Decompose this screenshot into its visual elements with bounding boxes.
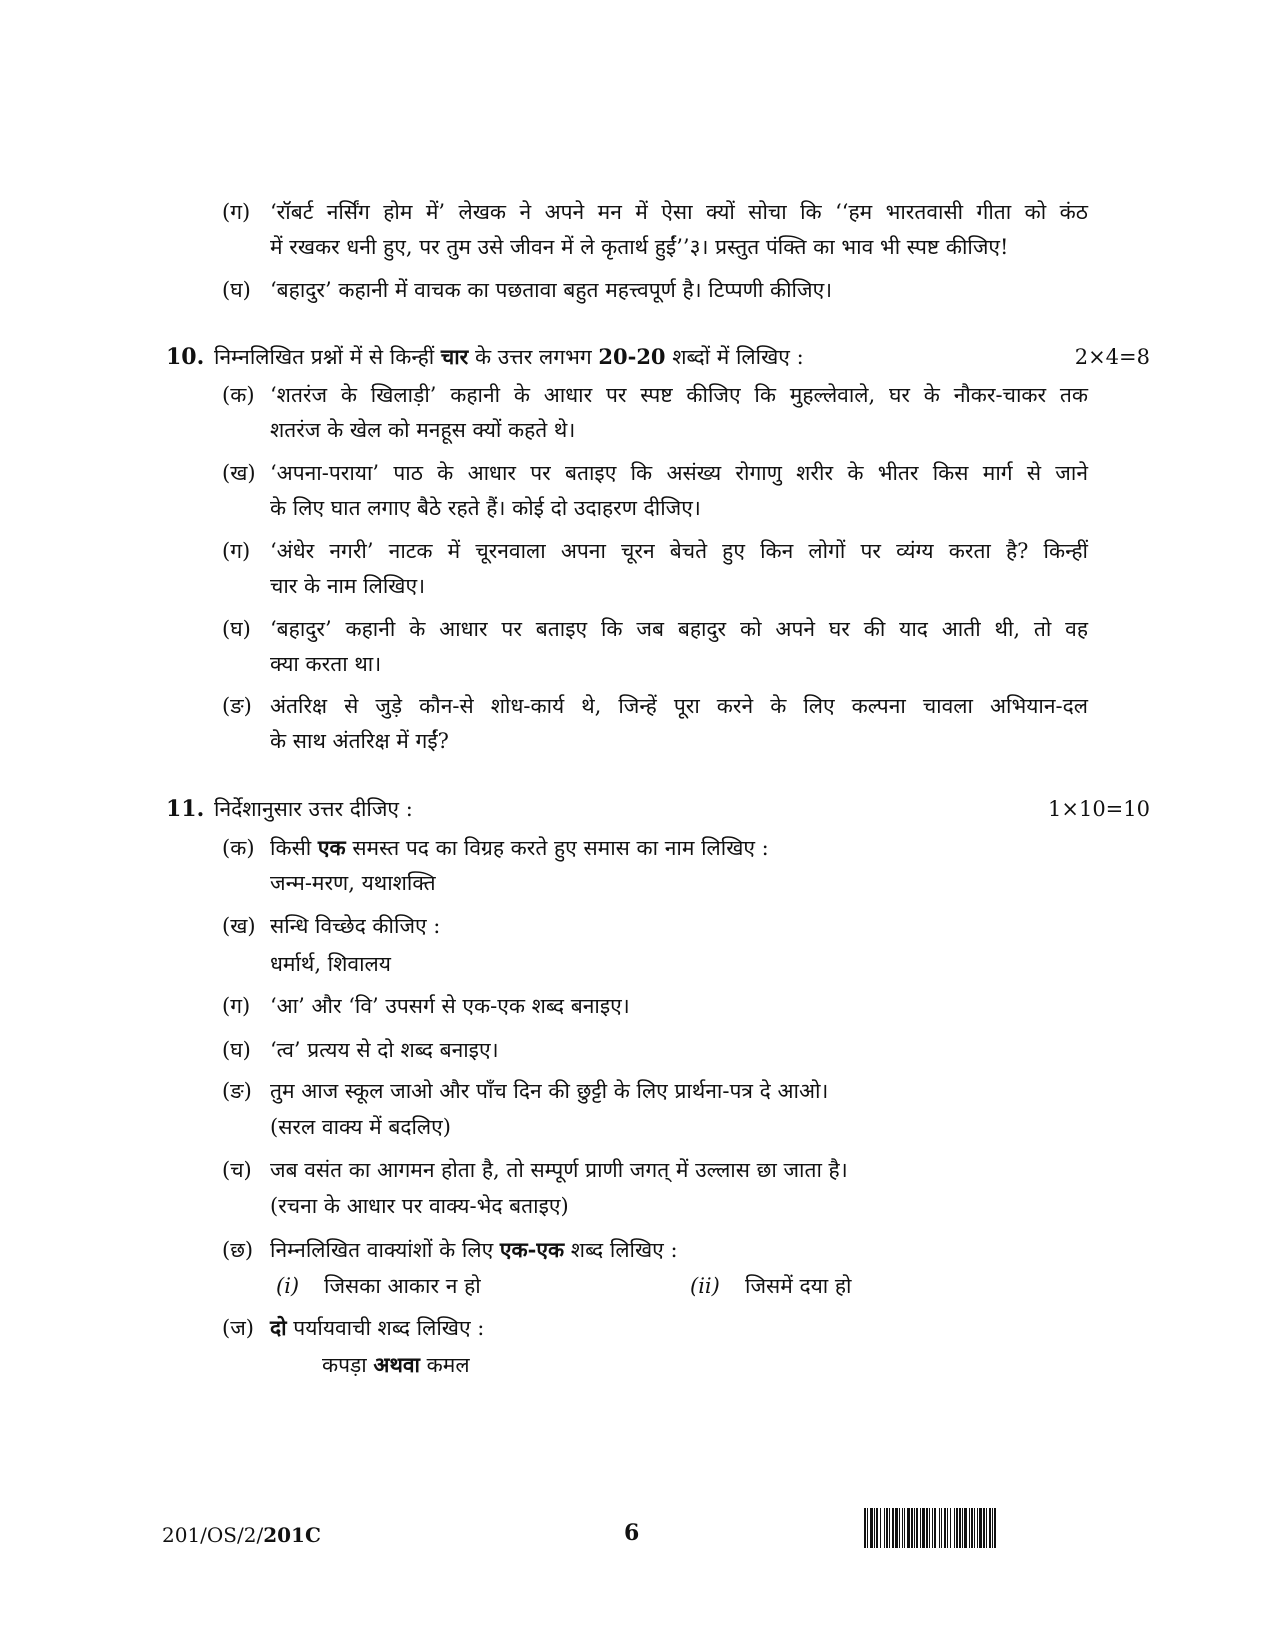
barcode-bar — [964, 1508, 967, 1548]
barcode-bar — [974, 1508, 975, 1548]
question-instruction: निर्देशानुसार उत्तर दीजिए : — [214, 797, 413, 821]
item-text-line: क्या करता था। — [270, 652, 382, 676]
barcode-bar — [950, 1508, 951, 1548]
barcode-bar — [932, 1508, 933, 1548]
barcode-bar — [989, 1508, 991, 1548]
item-label: (ज) — [222, 1316, 254, 1340]
item-text-line: (सरल वाक्य में बदलिए) — [270, 1115, 451, 1139]
barcode-bar — [969, 1508, 970, 1548]
barcode-bar — [944, 1508, 946, 1548]
barcode-bar — [914, 1508, 915, 1548]
item-text-line: ‘रॉबर्ट नर्सिंग होम में’ लेखक ने अपने मन में ऐसा क्यों सोचा कि ‘‘हम भारतवासी गीता को कंठ — [270, 200, 1088, 224]
barcode-bar — [922, 1508, 925, 1548]
item-text-line: ‘अंधेर नगरी’ नाटक में चूरनवाला अपना चूरन बेचते हुए किन लोगों पर व्यंग्य करता है? किन्हीं — [270, 539, 1088, 563]
marks-allocation: 2×4=8 — [1074, 345, 1150, 369]
barcode-bar — [926, 1508, 928, 1548]
barcode-bar — [870, 1508, 873, 1548]
page-number: 6 — [624, 1520, 640, 1546]
item-text-line: चार के नाम लिखिए। — [270, 574, 426, 598]
item-text-line: ‘बहादुर’ कहानी में वाचक का पछतावा बहुत महत्त्वपूर्ण है। टिप्पणी कीजिए। — [270, 278, 833, 302]
barcode-bar — [874, 1508, 875, 1548]
barcode-bar — [920, 1508, 921, 1548]
item-text-line: के साथ अंतरिक्ष में गईं? — [270, 729, 449, 753]
barcode-bar — [916, 1508, 918, 1548]
item-label: (ग) — [222, 539, 251, 563]
question-number: 11. — [166, 796, 205, 822]
item-label: (ख) — [222, 461, 256, 485]
item-text-line: ‘बहादुर’ कहानी के आधार पर बताइए कि जब बहादुर को अपने घर की याद आती थी, तो वह — [270, 617, 1088, 641]
item-label: (छ) — [222, 1238, 254, 1262]
barcode-bar — [886, 1508, 888, 1548]
barcode-bar — [994, 1508, 996, 1548]
item-text-line: धर्मार्थ, शिवालय — [270, 952, 391, 976]
barcode-bar — [884, 1508, 885, 1548]
item-text-line: (रचना के आधार पर वाक्य-भेद बताइए) — [270, 1194, 569, 1218]
barcode-bar — [895, 1508, 898, 1548]
barcode-bar — [959, 1508, 961, 1548]
barcode-bar — [889, 1508, 890, 1548]
barcode-bar — [983, 1508, 985, 1548]
barcode-bar — [971, 1508, 973, 1548]
barcode-bar — [892, 1508, 894, 1548]
barcode-bar — [986, 1508, 987, 1548]
barcode-bar — [899, 1508, 900, 1548]
barcode-bar — [864, 1508, 866, 1548]
barcode-bar — [880, 1508, 881, 1548]
item-label: (क) — [222, 383, 255, 407]
item-text-line: ‘अपना-पराया’ पाठ के आधार पर बताइए कि असंख्य रोगाणु शरीर के भीतर किस मार्ग से जाने — [270, 461, 1088, 485]
item-text-line: ‘आ’ और ‘वि’ उपसर्ग से एक-एक शब्द बनाइए। — [270, 994, 630, 1018]
item-text-line: जब वसंत का आगमन होता है, तो सम्पूर्ण प्राणी जगत् में उल्लास छा जाता है। — [270, 1158, 848, 1182]
barcode-bar — [907, 1508, 910, 1548]
sub-item-label: (ii) — [690, 1274, 720, 1298]
item-label: (ङ) — [222, 1079, 252, 1103]
barcode-bar — [979, 1508, 982, 1548]
item-label: (घ) — [222, 617, 251, 641]
item-label: (ग) — [222, 200, 251, 224]
barcode-bar — [956, 1508, 958, 1548]
item-text-line: जिसमें दया हो — [745, 1274, 852, 1298]
item-text-line: सन्धि विच्छेद कीजिए : — [270, 914, 441, 938]
barcode-bar — [947, 1508, 948, 1548]
item-text-line: किसी एक समस्त पद का विग्रह करते हुए समास का नाम लिखिए : — [270, 835, 769, 860]
item-label: (ख) — [222, 914, 256, 938]
item-label: (ग) — [222, 994, 251, 1018]
barcode-bar — [876, 1508, 878, 1548]
item-text-line: ‘शतरंज के खिलाड़ी’ कहानी के आधार पर स्पष्ट कीजिए कि मुहल्लेवाले, घर के नौकर-चाकर तक — [270, 383, 1088, 407]
question-instruction: निम्नलिखित प्रश्नों में से किन्हीं चार के उत्तर लगभग 20-20 शब्दों में लिखिए : — [214, 344, 804, 369]
barcode-bar — [902, 1508, 903, 1548]
item-text-line: ‘त्व’ प्रत्यय से दो शब्द बनाइए। — [270, 1038, 499, 1062]
item-label: (घ) — [222, 1038, 251, 1062]
barcode-bar — [941, 1508, 942, 1548]
item-text-line: दो पर्यायवाची शब्द लिखिए : — [270, 1315, 485, 1340]
barcode-bar — [954, 1508, 955, 1548]
barcode-bar — [992, 1508, 993, 1548]
barcode-bar — [977, 1508, 978, 1548]
barcode-bar — [867, 1508, 868, 1548]
barcode-bar — [939, 1508, 940, 1548]
question-number: 10. — [166, 344, 205, 370]
item-label: (घ) — [222, 278, 251, 302]
item-text-line: निम्नलिखित वाक्यांशों के लिए एक-एक शब्द लिखिए : — [270, 1237, 678, 1262]
item-label: (च) — [222, 1158, 252, 1182]
barcode-bar — [929, 1508, 930, 1548]
item-text-line: कपड़ा अथवा कमल — [322, 1352, 470, 1377]
item-text-line: शतरंज के खेल को मनहूस क्यों कहते थे। — [270, 418, 576, 442]
item-text-line: अंतरिक्ष से जुड़े कौन-से शोध-कार्य थे, जिन्हें पूरा करने के लिए कल्पना चावला अभियान-दल — [270, 694, 1088, 718]
item-text-line: जिसका आकार न हो — [324, 1274, 481, 1298]
item-text-line: में रखकर धनी हुए, पर तुम उसे जीवन में ले कृतार्थ हुईं’’३। प्रस्तुत पंक्ति का भाव भी स्पष्ट कीजिए! — [270, 235, 1009, 259]
barcode-bar — [904, 1508, 905, 1548]
marks-allocation: 1×10=10 — [1048, 797, 1150, 821]
barcode-bar — [934, 1508, 936, 1548]
barcode-bar — [962, 1508, 963, 1548]
sub-item-label: (i) — [276, 1274, 300, 1298]
paper-code: 201/OS/2/201C — [162, 1523, 321, 1547]
item-label: (क) — [222, 836, 255, 860]
item-text-line: तुम आज स्कूल जाओ और पाँच दिन की छुट्टी के लिए प्रार्थना-पत्र दे आओ। — [270, 1079, 829, 1103]
barcode — [864, 1508, 1116, 1548]
item-text-line: जन्म-मरण, यथाशक्ति — [270, 871, 436, 895]
item-text-line: के लिए घात लगाए बैठे रहते हैं। कोई दो उदाहरण दीजिए। — [270, 496, 701, 520]
barcode-bar — [911, 1508, 913, 1548]
item-label: (ङ) — [222, 694, 252, 718]
